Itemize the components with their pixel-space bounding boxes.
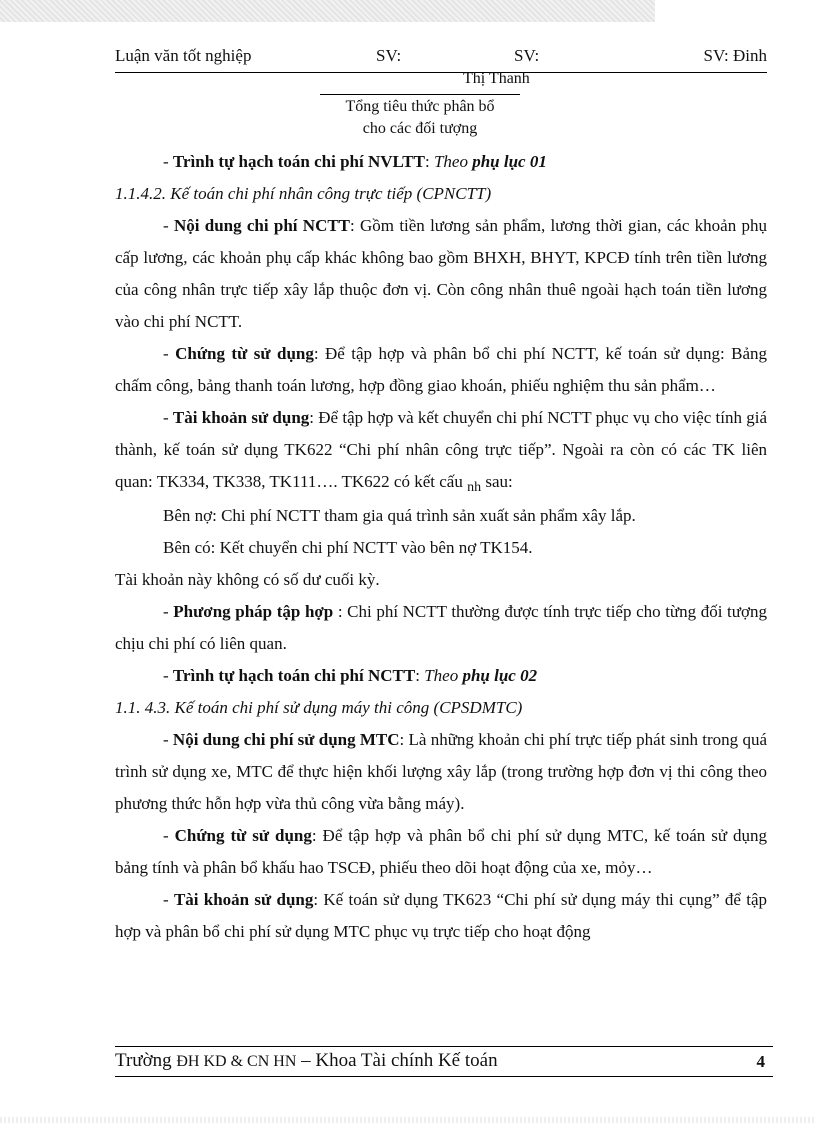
page-number: 4 — [756, 1052, 765, 1071]
paragraph-text: : Để tập hợp và phân bổ chi phí NCTT, kế toán sử dụng: Bảng chấm công, bảng thanh toán lương, hợp đồng giao khoán, phiếu nghiệm thu sản phẩm… — [115, 344, 767, 395]
reference-text: Theo — [424, 666, 463, 685]
paragraph-tail: sau: — [481, 472, 513, 491]
term-ncct-content: Nội dung chi phí NCTT — [173, 216, 351, 235]
section-heading-1-1-4-2: 1.1.4.2. Kế toán chi phí nhân công trực tiếp (CPNCTT) — [115, 184, 492, 203]
bullet-dash: - — [163, 344, 176, 363]
footer-school-name: ĐH KD & CN HN — [176, 1053, 297, 1070]
separator: : — [424, 152, 434, 171]
bullet-dash: - — [163, 216, 174, 235]
bullet-dash: - — [163, 730, 173, 749]
header-student-1: SV: — [376, 46, 402, 65]
paragraph-text: : Gồm tiền lương sản phẩm, lương thời gian, các khoản phụ cấp lương, các khoản phụ cấp khác không bao gồm BHXH, BHYT, KPCĐ tính trên tiền lương của công nhân trực tiếp xây lắp thuộc đơn vị. Còn công nhân thuê ngoài hạch toán tiền lương vào chi phí NCTT. — [115, 216, 767, 331]
paragraph-mtc-content — [115, 724, 767, 820]
term-accounts: Tài khoản sử dụng — [173, 890, 314, 909]
paragraph-debit: Bên nợ: Chi phí NCTT tham gia quá trình sản xuất sản phẩm xây lắp. — [163, 506, 636, 525]
term-documents: Chứng từ sử dụng — [175, 344, 314, 363]
term-nvltt-procedure: Trình tự hạch toán chi phí NVLTT — [172, 152, 425, 171]
page-footer — [115, 1050, 773, 1076]
paragraph-mtc-documents — [115, 820, 767, 884]
section-heading-1-1-4-3: 1.1. 4.3. Kế toán chi phí sử dụng máy thi công (CPSDMTC) — [115, 698, 523, 717]
paragraph-credit: Bên có: Kết chuyển chi phí NCTT vào bên nợ TK154. — [163, 538, 533, 557]
paragraph-ncct-documents — [115, 338, 767, 402]
paragraph-nvltt-procedure — [115, 146, 767, 178]
paragraph-text: : Để tập hợp và kết chuyển chi phí NCTT phục vụ cho việc tính giá thành, kế toán sử dụng TK622 “Chi phí nhân công trực tiếp”. Ngoài ra còn có các TK liên quan: TK334, TK338, TK111…. TK622 có kết cấu — [115, 408, 767, 491]
fraction-line — [320, 94, 520, 95]
paragraph-mtc-accounts — [115, 884, 767, 948]
appendix-ref-01: phụ lục 01 — [472, 152, 547, 171]
term-method: Phương pháp tập hợp — [173, 602, 334, 621]
term-documents: Chứng từ sử dụng — [174, 826, 312, 845]
separator: : — [415, 666, 425, 685]
reference-text: Theo — [433, 152, 473, 171]
paragraph-no-balance: Tài khoản này không có số dư cuối kỳ. — [115, 570, 380, 589]
document-body — [115, 146, 767, 948]
bullet-dash: - — [163, 666, 173, 685]
footer-school-prefix: Trường — [115, 1050, 177, 1071]
header-student-2: SV: — [514, 46, 540, 65]
paragraph-text: : Để tập hợp và phân bổ chi phí sử dụng MTC, kế toán sử dụng bảng tính và phân bổ khấu hao TSCĐ, phiếu theo dõi hoạt động của xe, mỏy… — [115, 826, 767, 877]
scan-bottom-strip — [0, 1117, 816, 1123]
header-title: Luận văn tốt nghiệp — [115, 46, 252, 65]
paragraph-ncct-content — [115, 210, 767, 338]
term-accounts: Tài khoản sử dụng — [172, 408, 310, 427]
paragraph-text: : Là những khoản chi phí trực tiếp phát sinh trong quá trình sử dụng xe, MTC để thực hiện khối lượng xây lắp (trong trường hợp đơn vị thi công theo phương thức hỗn hợp vừa thủ công vừa bằng máy). — [115, 730, 767, 813]
paragraph-ncct-accounts — [115, 402, 767, 500]
fraction-line-1: Tổng tiêu thức phân bổ — [345, 98, 495, 115]
header-student-3: SV: Đinh — [703, 46, 767, 65]
fraction-line-2: cho các đối tượng — [362, 120, 478, 137]
bullet-dash: - — [163, 602, 174, 621]
paragraph-method — [115, 596, 767, 660]
header-student-2-name: Thị Thanh — [463, 70, 530, 87]
footer-rule — [115, 1046, 773, 1047]
header-rule — [115, 72, 767, 73]
paragraph-text: : Kế toán sử dụng TK623 “Chi phí sử dụng máy thi cụng” để tập hợp và phân bổ chi phí sử dụng MTC phục vụ trực tiếp cho hoạt động — [115, 890, 767, 941]
paragraph-ncct-procedure — [115, 660, 767, 692]
page-header — [115, 46, 767, 70]
paragraph-text: : Chi phí NCTT thường được tính trực tiếp cho từng đối tượng chịu chi phí có liên quan. — [115, 602, 767, 653]
bullet-dash: - — [163, 408, 173, 427]
scan-top-strip — [0, 0, 655, 22]
subscript-fragment: nh — [467, 480, 482, 495]
term-ncct-procedure: Trình tự hạch toán chi phí NCTT — [172, 666, 416, 685]
fraction-denominator — [320, 96, 520, 140]
bullet-dash: - — [163, 152, 173, 171]
bullet-dash: - — [163, 826, 175, 845]
footer-school — [115, 1050, 498, 1072]
footer-rule-bottom — [115, 1076, 773, 1077]
footer-faculty: – Khoa Tài chính Kế toán — [296, 1050, 498, 1071]
bullet-dash: - — [163, 890, 174, 909]
appendix-ref-02: phụ lục 02 — [462, 666, 538, 685]
term-mtc-content: Nội dung chi phí sử dụng MTC — [172, 730, 400, 749]
